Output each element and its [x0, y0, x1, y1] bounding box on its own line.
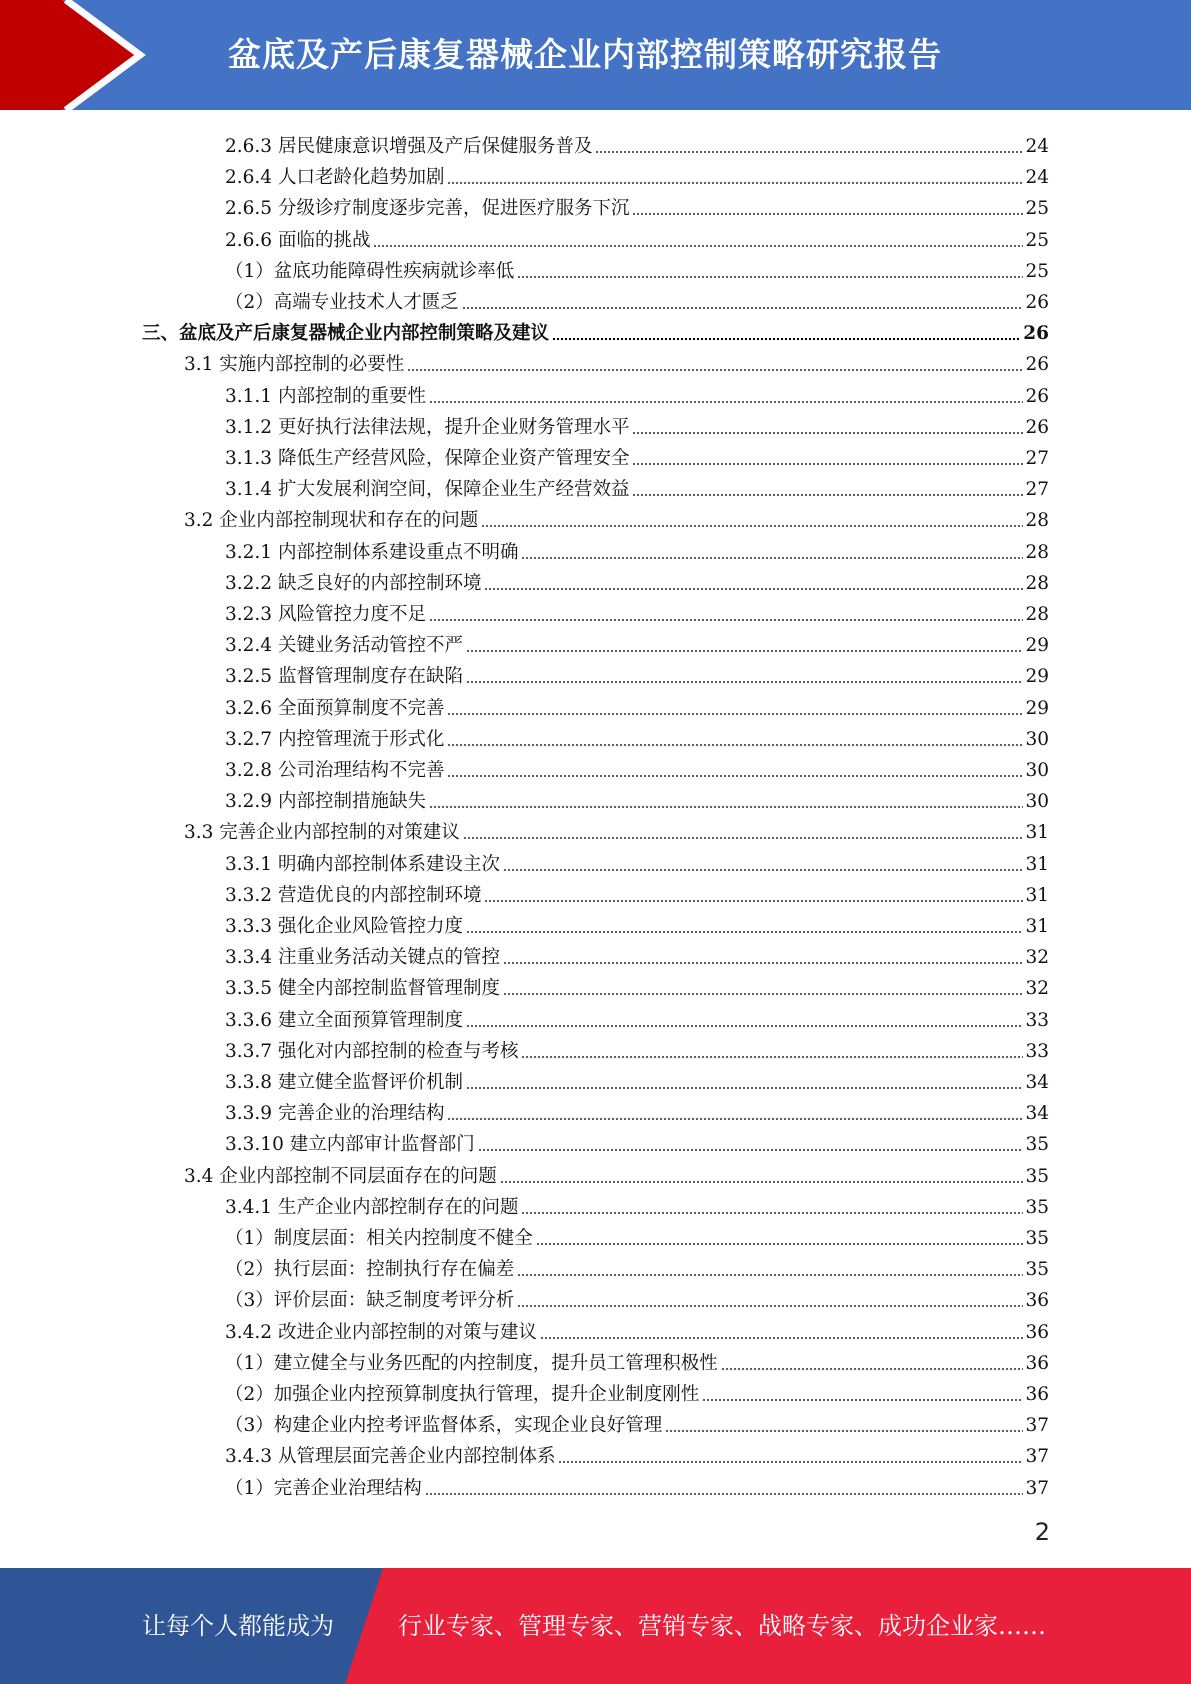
toc-entry[interactable] [225, 1220, 1049, 1251]
toc-entry-page: 28 [1025, 541, 1049, 563]
toc-entry-label: 3.2.5 监督管理制度存在缺陷 [225, 666, 463, 688]
toc-entry-page: 28 [1025, 604, 1049, 625]
toc-entry-page: 25 [1025, 260, 1049, 282]
toc-entry[interactable] [225, 128, 1049, 159]
toc-dot-leader [632, 494, 1023, 496]
toc-entry[interactable] [225, 1095, 1049, 1126]
toc-dot-leader [517, 1274, 1023, 1276]
toc-entry-page: 35 [1025, 1165, 1049, 1187]
toc-entry-label: （3）评价层面：缺乏制度考评分析 [225, 1290, 515, 1312]
toc-entry-page: 34 [1025, 1103, 1049, 1125]
toc-entry[interactable] [225, 1470, 1049, 1501]
toc-entry-page: 25 [1025, 229, 1049, 251]
toc-entry-page: 33 [1025, 1040, 1049, 1062]
toc-entry-page: 36 [1025, 1352, 1049, 1374]
footer-slogan-left: 让每个人都能成为 [142, 1612, 334, 1640]
toc-entry-label: 3.3.10 建立内部审计监督部门 [225, 1134, 475, 1156]
toc-entry-label: 3.4.2 改进企业内部控制的对策与建议 [225, 1321, 537, 1343]
toc-entry[interactable] [225, 534, 1049, 565]
toc-entry[interactable] [184, 814, 1049, 845]
toc-entry[interactable] [225, 565, 1049, 596]
toc-dot-leader [407, 369, 1023, 371]
toc-entry-label: 3.2.9 内部控制措施缺失 [225, 791, 426, 813]
toc-entry[interactable] [184, 1158, 1049, 1189]
toc-entry[interactable] [225, 440, 1049, 471]
toc-entry-label: 3.1.3 降低生产经营风险，保障企业资产管理安全 [225, 448, 630, 469]
toc-dot-leader [595, 151, 1023, 153]
page-number: 2 [1034, 1518, 1050, 1546]
toc-entry[interactable] [225, 159, 1049, 190]
toc-entry-page: 26 [1025, 385, 1049, 407]
toc-entry[interactable] [225, 658, 1049, 689]
toc-entry-label: 3.2.8 公司治理结构不完善 [225, 760, 445, 781]
toc-entry[interactable] [225, 1033, 1049, 1064]
toc-entry[interactable] [225, 1189, 1049, 1220]
toc-dot-leader [540, 1337, 1023, 1339]
toc-entry-label: 3.1.4 扩大发展利润空间，保障企业生产经营效益 [225, 479, 630, 501]
toc-entry-page: 27 [1025, 448, 1049, 469]
toc-entry[interactable] [225, 471, 1049, 502]
toc-entry-label: 3.2.2 缺乏良好的内部控制环境 [225, 572, 482, 594]
toc-entry[interactable] [225, 253, 1049, 284]
toc-entry-label: 3.3.8 建立健全监督评价机制 [225, 1072, 463, 1093]
toc-entry[interactable] [225, 939, 1049, 970]
toc-entry[interactable] [225, 1064, 1049, 1095]
toc-dot-leader [521, 1212, 1023, 1214]
toc-entry[interactable] [225, 877, 1049, 908]
toc-entry-page: 25 [1025, 198, 1049, 220]
toc-dot-leader [463, 837, 1024, 839]
toc-dot-leader [536, 1243, 1024, 1245]
toc-entry-page: 31 [1025, 853, 1049, 875]
toc-entry[interactable] [225, 284, 1049, 315]
toc-entry[interactable] [225, 1345, 1049, 1376]
toc-entry[interactable] [225, 1376, 1049, 1407]
toc-entry[interactable] [225, 1282, 1049, 1313]
toc-dot-leader [632, 463, 1023, 465]
toc-entry-label: 3.3.1 明确内部控制体系建设主次 [225, 853, 500, 875]
toc-entry-page: 30 [1025, 760, 1049, 781]
toc-entry-page: 37 [1025, 1477, 1049, 1499]
toc-dot-leader [447, 775, 1023, 777]
toc-entry[interactable] [225, 846, 1049, 877]
toc-entry-page: 24 [1025, 167, 1049, 189]
toc-dot-leader [484, 900, 1023, 902]
toc-entry[interactable] [142, 315, 1049, 346]
document-title: 盆底及产后康复器械企业内部控制策略研究报告 [228, 35, 942, 74]
toc-entry-page: 26 [1025, 416, 1049, 438]
toc-dot-leader [466, 1025, 1023, 1027]
toc-entry-label: 3.3.5 健全内部控制监督管理制度 [225, 978, 500, 1000]
header-banner [0, 0, 1191, 110]
toc-entry[interactable] [225, 596, 1049, 627]
toc-dot-leader [447, 1118, 1023, 1120]
toc-entry-label: 3.2.7 内控管理流于形式化 [225, 728, 445, 750]
toc-entry-label: （1）盆底功能障碍性疾病就诊率低 [225, 260, 515, 282]
toc-entry[interactable] [225, 908, 1049, 939]
toc-entry-label: 3.2.4 关键业务活动管控不严 [225, 635, 463, 657]
toc-entry-label: 3.2 企业内部控制现状和存在的问题 [184, 510, 479, 532]
toc-entry-label: 3.3.3 强化企业风险管控力度 [225, 916, 463, 937]
toc-entry-label: 3.1 实施内部控制的必要性 [184, 354, 405, 376]
toc-entry-label: 3.3.2 营造优良的内部控制环境 [225, 884, 482, 906]
toc-dot-leader [558, 1461, 1023, 1463]
toc-entry-label: 3.3.7 强化对内部控制的检查与考核 [225, 1040, 519, 1062]
toc-entry-label: 2.6.6 面临的挑战 [225, 229, 371, 251]
toc-entry[interactable] [225, 1126, 1049, 1157]
toc-dot-leader [478, 1149, 1024, 1151]
toc-entry[interactable] [225, 627, 1049, 658]
toc-entry[interactable] [225, 190, 1049, 221]
toc-entry-page: 27 [1025, 479, 1049, 501]
toc-entry-label: 3.1.2 更好执行法律法规，提升企业财务管理水平 [225, 416, 630, 438]
toc-entry-page: 30 [1025, 728, 1049, 750]
toc-entry-label: 2.6.5 分级诊疗制度逐步完善，促进医疗服务下沉 [225, 198, 630, 220]
toc-dot-leader [632, 213, 1023, 215]
toc-entry-label: 3.2.1 内部控制体系建设重点不明确 [225, 541, 519, 563]
toc-entry-label: 3.3.6 建立全面预算管理制度 [225, 1009, 463, 1031]
toc-entry-page: 36 [1025, 1290, 1049, 1312]
toc-entry-label: 3.3 完善企业内部控制的对策建议 [184, 822, 460, 844]
toc-entry-label: 3.1.1 内部控制的重要性 [225, 385, 426, 407]
toc-entry-page: 29 [1025, 697, 1049, 719]
toc-dot-leader [632, 432, 1023, 434]
toc-dot-leader [702, 1399, 1023, 1401]
toc-entry[interactable] [225, 378, 1049, 409]
toc-entry-page: 35 [1025, 1259, 1049, 1281]
toc-dot-leader [721, 1368, 1024, 1370]
toc-entry[interactable] [225, 222, 1049, 253]
toc-entry-page: 31 [1025, 884, 1049, 906]
toc-dot-leader [466, 1087, 1023, 1089]
toc-entry-label: （2）加强企业内控预算制度执行管理，提升企业制度刚性 [225, 1384, 700, 1405]
toc-entry-page: 37 [1025, 1446, 1049, 1468]
toc-entry-label: （1）完善企业治理结构 [225, 1477, 422, 1499]
toc-entry-page: 34 [1025, 1072, 1049, 1093]
toc-dot-leader [521, 557, 1023, 559]
toc-entry-label: 3.4 企业内部控制不同层面存在的问题 [184, 1165, 497, 1187]
toc-entry-page: 36 [1025, 1384, 1049, 1405]
toc-entry[interactable] [225, 690, 1049, 721]
toc-entry-label: 2.6.4 人口老龄化趋势加剧 [225, 167, 445, 189]
toc-entry-page: 35 [1025, 1196, 1049, 1218]
toc-dot-leader [521, 1056, 1023, 1058]
toc-dot-leader [665, 1430, 1023, 1432]
toc-dot-leader [500, 1181, 1024, 1183]
toc-entry-label: 3.4.3 从管理层面完善企业内部控制体系 [225, 1446, 556, 1468]
toc-entry-page: 28 [1025, 510, 1049, 532]
toc-dot-leader [481, 525, 1023, 527]
toc-entry-page: 24 [1025, 136, 1049, 157]
toc-entry[interactable] [225, 1002, 1049, 1033]
toc-entry-page: 26 [1025, 292, 1049, 313]
toc-entry-page: 35 [1025, 1134, 1049, 1156]
toc-entry-page: 35 [1025, 1228, 1049, 1249]
toc-entry-page: 37 [1025, 1415, 1049, 1437]
footer-slogan-right: 行业专家、管理专家、营销专家、战略专家、成功企业家…… [398, 1612, 1046, 1640]
toc-dot-leader [466, 650, 1023, 652]
toc-dot-leader [429, 619, 1023, 621]
toc-entry-label: 3.3.4 注重业务活动关键点的管控 [225, 947, 500, 969]
toc-dot-leader [503, 962, 1023, 964]
toc-dot-leader [484, 588, 1023, 590]
toc-entry-page: 36 [1025, 1321, 1049, 1343]
toc-entry-label: 3.3.9 完善企业的治理结构 [225, 1103, 445, 1125]
toc-entry-page: 33 [1025, 1009, 1049, 1031]
toc-dot-leader [447, 713, 1023, 715]
toc-dot-leader [466, 681, 1023, 683]
toc-entry[interactable] [184, 502, 1049, 533]
toc-entry-label: （2）执行层面：控制执行存在偏差 [225, 1259, 515, 1281]
toc-dot-leader [373, 245, 1023, 247]
toc-dot-leader [503, 993, 1023, 995]
toc-dot-leader [447, 744, 1023, 746]
toc-entry[interactable] [225, 752, 1049, 783]
toc-dot-leader [447, 182, 1023, 184]
toc-entry-label: 2.6.3 居民健康意识增强及产后保健服务普及 [225, 136, 593, 157]
toc-entry[interactable] [225, 1251, 1049, 1282]
toc-entry-page: 26 [1025, 354, 1049, 376]
toc-entry-page: 32 [1025, 978, 1049, 1000]
toc-entry[interactable] [225, 1407, 1049, 1438]
toc-dot-leader [503, 869, 1023, 871]
toc-entry-page: 29 [1025, 635, 1049, 657]
toc-entry-label: （3）构建企业内控考评监督体系，实现企业良好管理 [225, 1415, 663, 1437]
toc-entry-page: 30 [1025, 791, 1049, 813]
toc-entry-page: 26 [1023, 323, 1049, 345]
toc-entry[interactable] [225, 970, 1049, 1001]
toc-entry-label: （2）高端专业技术人才匮乏 [225, 292, 459, 313]
toc-dot-leader [466, 931, 1023, 933]
toc-entry[interactable] [225, 1438, 1049, 1469]
toc-entry-label: 3.2.6 全面预算制度不完善 [225, 697, 445, 719]
toc-entry[interactable] [225, 783, 1049, 814]
toc-entry-label: 三、盆底及产后康复器械企业内部控制策略及建议 [142, 323, 550, 345]
toc-dot-leader [517, 1305, 1023, 1307]
toc-entry-label: 3.4.1 生产企业内部控制存在的问题 [225, 1196, 519, 1218]
toc-entry-page: 29 [1025, 666, 1049, 688]
toc-entry[interactable] [225, 409, 1049, 440]
toc-entry-page: 28 [1025, 572, 1049, 594]
toc-entry[interactable] [225, 1314, 1049, 1345]
toc-entry-page: 31 [1025, 916, 1049, 937]
toc-entry[interactable] [225, 721, 1049, 752]
footer-banner [0, 1568, 1191, 1684]
toc-dot-leader [429, 806, 1023, 808]
toc-entry-page: 31 [1025, 822, 1049, 844]
toc-dot-leader [517, 276, 1023, 278]
toc-dot-leader [429, 401, 1023, 403]
toc-dot-leader [462, 307, 1024, 309]
toc-entry-label: （1）建立健全与业务匹配的内控制度，提升员工管理积极性 [225, 1352, 718, 1374]
toc-dot-leader [425, 1493, 1024, 1495]
toc-entry-label: （1）制度层面：相关内控制度不健全 [225, 1228, 533, 1249]
toc-entry-label: 3.2.3 风险管控力度不足 [225, 604, 426, 625]
toc-entry[interactable] [184, 346, 1049, 377]
toc-entry-page: 32 [1025, 947, 1049, 969]
toc-dot-leader [552, 338, 1021, 340]
